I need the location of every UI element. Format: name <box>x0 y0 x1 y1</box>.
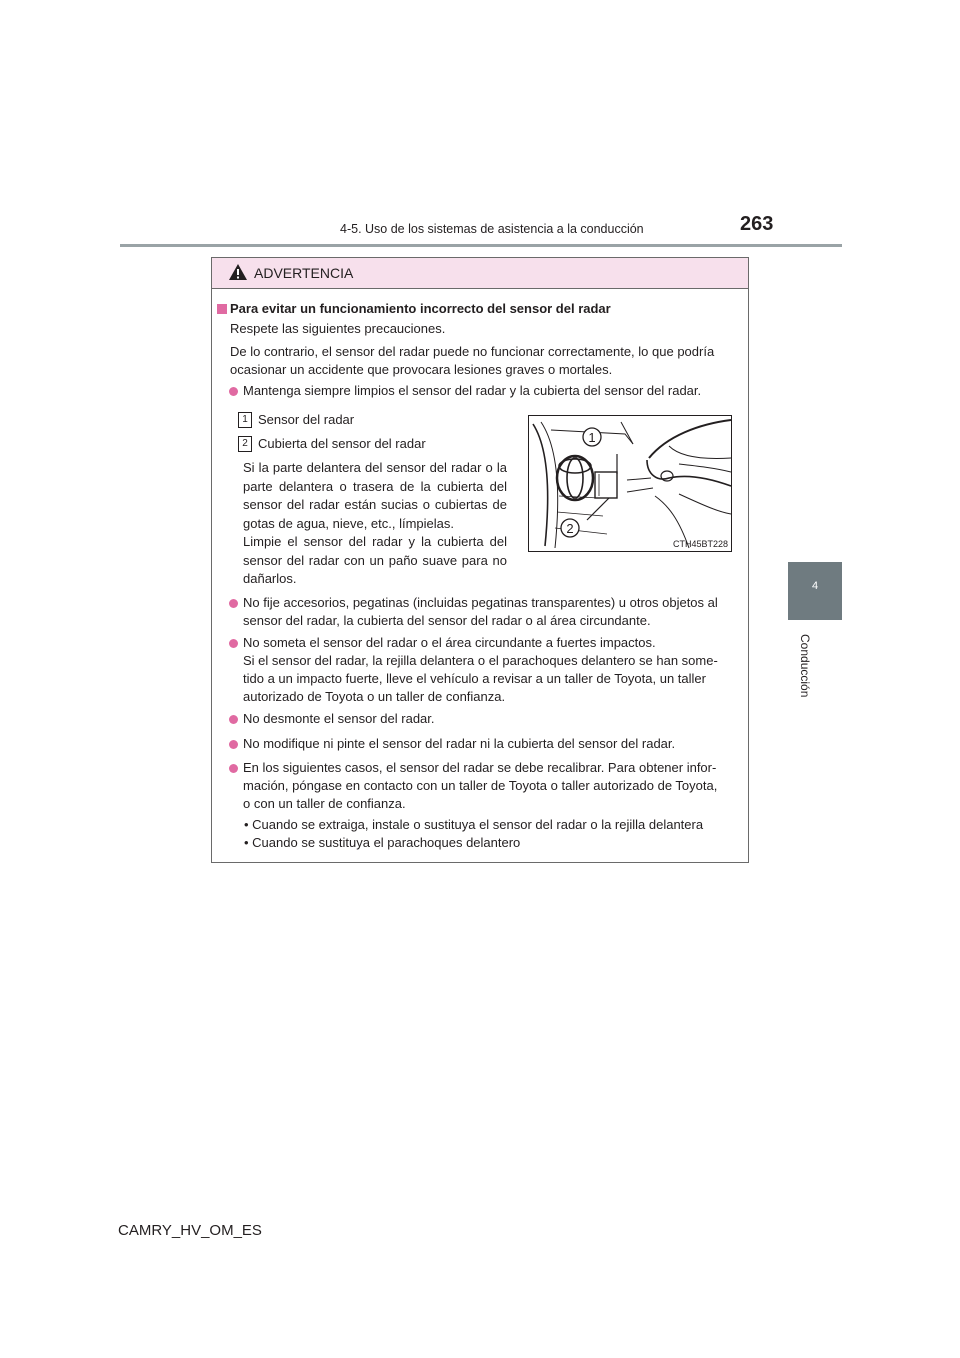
intro-line: ocasionar un accidente que provocara lesiones graves o mortales. <box>230 362 613 377</box>
legend-text: Cubierta del sensor del radar <box>258 436 426 451</box>
section-title: 4-5. Uso de los sistemas de asistencia a la conducción <box>340 222 644 236</box>
clean-paragraph: Si la parte delantera del sensor del radar o la parte delantera o trasera de la cubierta del sensor del radar están sucias o cubiertas de gotas de agua, nieve, etc., límpielas. <box>243 460 507 531</box>
legend-text: Sensor del radar <box>258 412 355 427</box>
bullet-item-continued: tido a un impacto fuerte, lleve el vehículo a revisar a un taller de Toyota, un taller <box>243 671 706 686</box>
bullet-item: Mantenga siempre limpios el sensor del radar y la cubierta del sensor del radar. <box>243 383 702 398</box>
bullet-item: No desmonte el sensor del radar. <box>243 711 435 726</box>
warning-heading: Para evitar un funcionamiento incorrecto del sensor del radar <box>230 301 611 316</box>
clean-paragraph: Limpie el sensor del radar y la cubierta del sensor del radar con un paño suave para no dañarlos. <box>243 534 507 586</box>
sub-bullet-item: • Cuando se extraiga, instale o sustituya el sensor del radar o la rejilla delantera <box>244 817 704 832</box>
bullet-item-continued: o con un taller de confianza. <box>243 796 406 811</box>
bullet-item-continued: mación, póngase en contacto con un taller de Toyota o taller autorizado de Toyota, <box>243 778 718 793</box>
chapter-tab[interactable] <box>788 562 842 620</box>
chapter-number: 4 <box>811 580 819 592</box>
header-divider <box>120 244 842 247</box>
bullet-dot-icon <box>229 599 238 608</box>
bullet-item: No modifique ni pinte el sensor del radar ni la cubierta del sensor del radar. <box>243 736 676 751</box>
bullet-dot-icon <box>229 387 238 396</box>
intro-line: De lo contrario, el sensor del radar puede no funcionar correctamente, lo que podría <box>230 344 715 359</box>
bullet-item-continued: Si el sensor del radar, la rejilla delantera o el parachoques delantero se han some- <box>243 653 718 668</box>
chapter-label <box>798 634 814 774</box>
document-code: CAMRY_HV_OM_ES <box>118 1222 262 1239</box>
bullet-dot-icon <box>229 740 238 749</box>
figure-callout-2: 2 <box>566 521 574 536</box>
bullet-item-continued: sensor del radar, la cubierta del sensor del radar o al área circundante. <box>243 613 651 628</box>
heading-square-icon <box>217 304 227 314</box>
bullet-item: En los siguientes casos, el sensor del radar se debe recalibrar. Para obtener infor- <box>243 760 717 775</box>
warning-title: ADVERTENCIA <box>254 265 354 281</box>
figure-callout-1: 1 <box>588 430 596 445</box>
legend-number-badge: 1 <box>238 412 252 428</box>
sub-bullet-item: • Cuando se sustituya el parachoques delantero <box>244 835 521 850</box>
figure-code: CTH45BT228 <box>672 539 728 549</box>
intro-line: Respete las siguientes precauciones. <box>230 321 446 336</box>
bullet-dot-icon <box>229 715 238 724</box>
bullet-item-continued: autorizado de Toyota o un taller de confianza. <box>243 689 506 704</box>
bullet-item: No someta el sensor del radar o el área circundante a fuertes impactos. <box>243 635 656 650</box>
bullet-item: No fije accesorios, pegatinas (incluidas pegatinas transparentes) u otros objetos al <box>243 595 718 610</box>
chapter-label-text: Conducción <box>798 634 812 698</box>
warning-triangle-icon <box>228 263 248 281</box>
car-front-drawing <box>529 416 731 551</box>
radar-sensor-illustration <box>528 415 732 552</box>
bullet-dot-icon <box>229 639 238 648</box>
legend-number-badge: 2 <box>238 436 252 452</box>
bullet-dot-icon <box>229 764 238 773</box>
warning-header <box>212 258 748 289</box>
page-number: 263 <box>740 213 774 235</box>
